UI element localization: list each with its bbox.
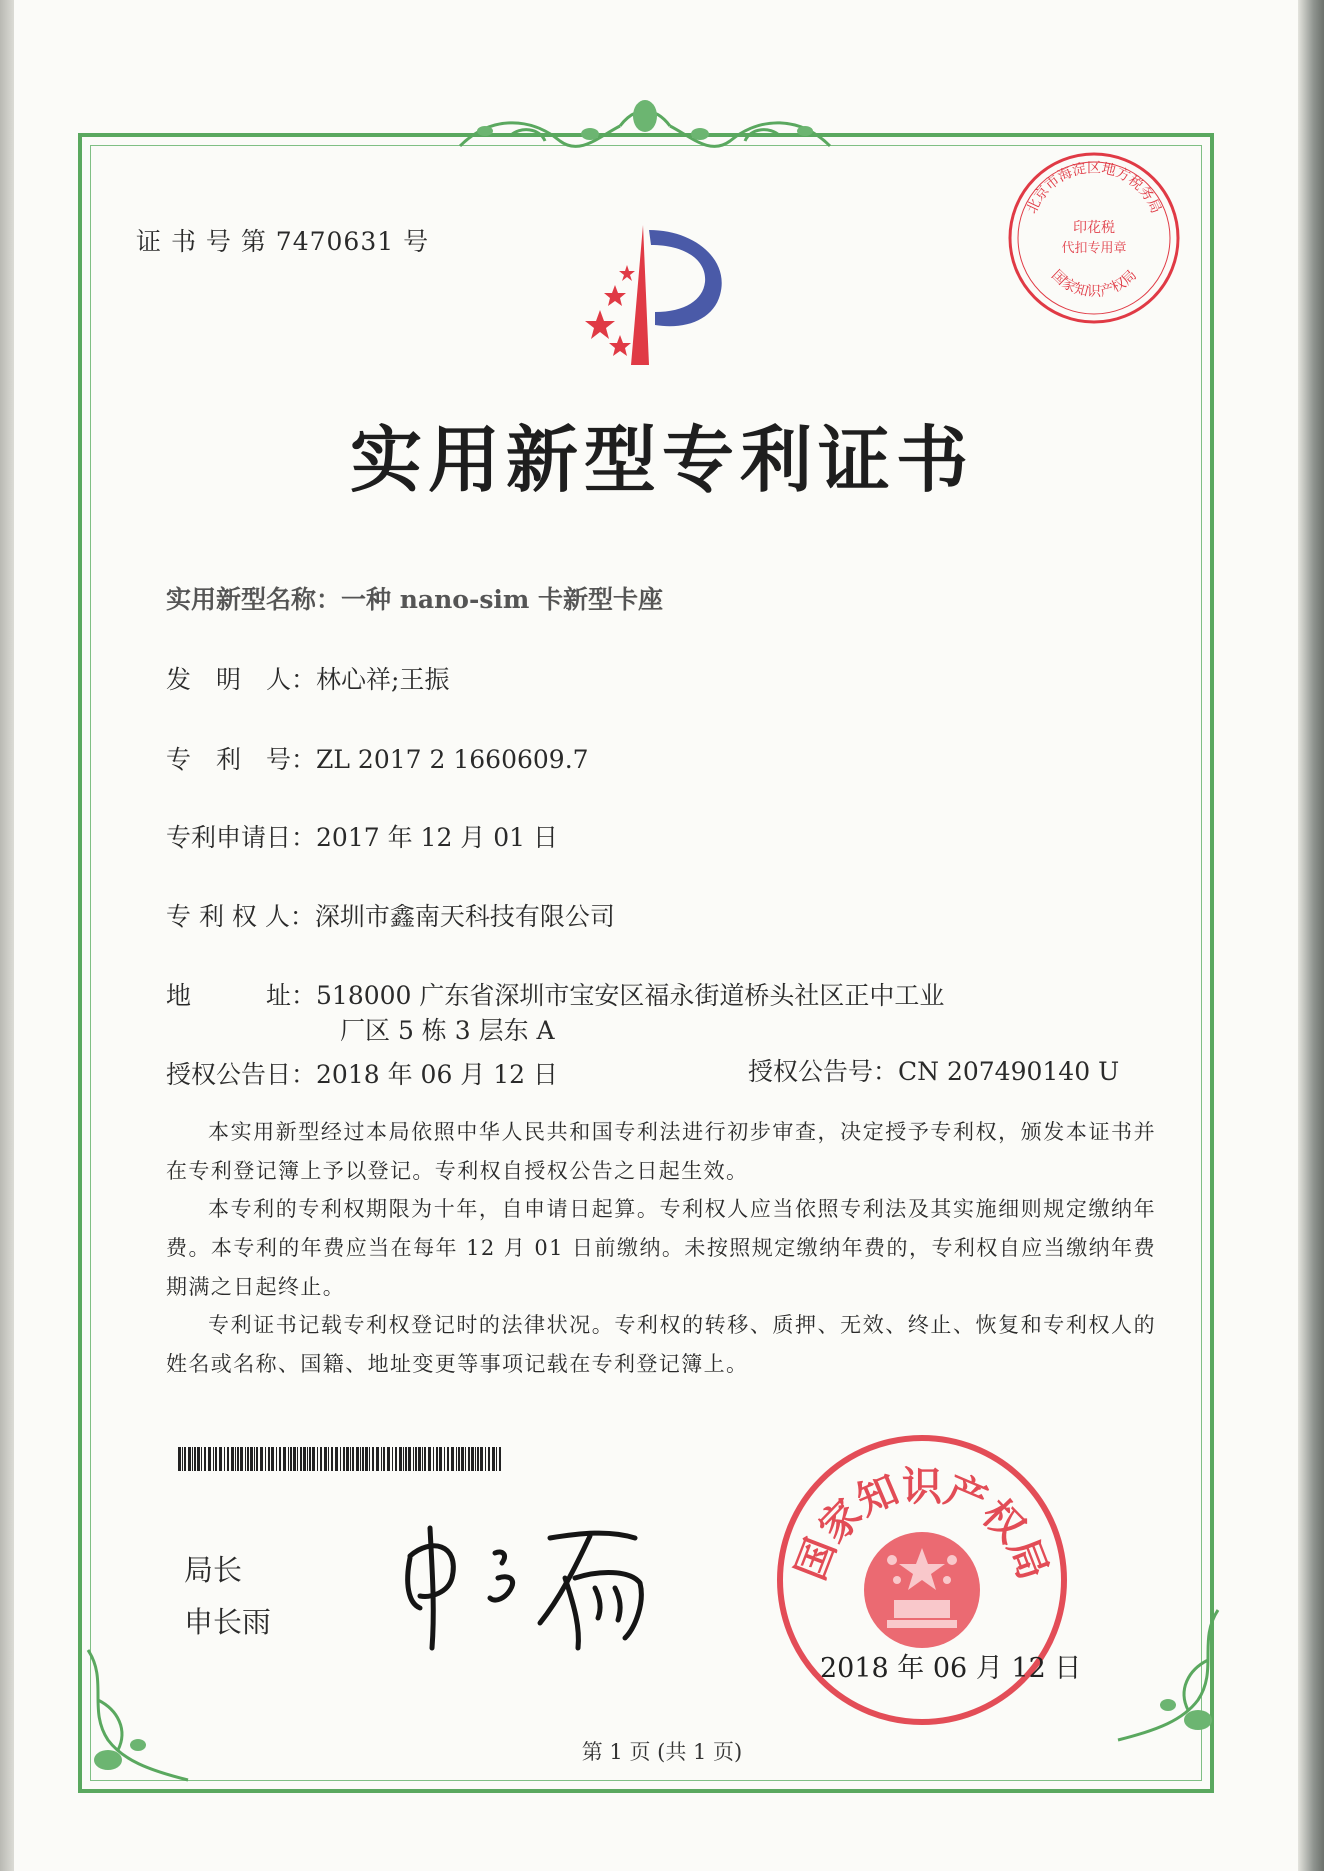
barcode-bar (245, 1447, 246, 1471)
barcode-bar (240, 1447, 243, 1471)
barcode-bar (346, 1447, 349, 1471)
barcode-bar (201, 1447, 202, 1471)
barcode-bar (477, 1447, 479, 1471)
barcode-bar (471, 1447, 474, 1471)
seal-text: 国家知识产权局 (787, 1464, 1057, 1587)
patent-office-seal (772, 1430, 1072, 1730)
barcode-bar (447, 1447, 449, 1471)
patent-number-label: 专 利 号： (166, 745, 317, 774)
barcode-bar (444, 1447, 445, 1471)
barcode-bar (381, 1447, 382, 1471)
barcode-bar (499, 1447, 501, 1471)
barcode-bar (256, 1447, 258, 1471)
seal-date: 2018 年 06 月 12 日 (820, 1653, 1082, 1684)
barcode-bar (465, 1447, 466, 1471)
barcode-bar (387, 1447, 390, 1471)
barcode-bar (480, 1447, 483, 1471)
barcode-bar (235, 1447, 236, 1471)
barcode-bar (439, 1447, 442, 1471)
barcode-bar (213, 1447, 214, 1471)
barcode-bar (485, 1447, 486, 1471)
barcode-bar (293, 1447, 296, 1471)
barcode-bar (303, 1447, 306, 1471)
application-date-label: 专利申请日： (166, 823, 317, 852)
barcode-bar (260, 1447, 263, 1471)
patent-number-row (166, 740, 589, 776)
patent-office-emblem (545, 220, 745, 370)
barcode-bar (496, 1447, 497, 1471)
barcode-bar (433, 1447, 434, 1471)
barcode-bar (276, 1447, 277, 1471)
barcode-bar (428, 1447, 431, 1471)
barcode-bar (362, 1447, 364, 1471)
barcode-bar (451, 1447, 454, 1471)
barcode-bar (492, 1447, 495, 1471)
barcode-bar (422, 1447, 423, 1471)
barcode-bar (288, 1447, 289, 1471)
barcode-bar (224, 1447, 225, 1471)
stamp-duty-seal-center1: 印花税 (1073, 220, 1115, 236)
barcode-bar (408, 1447, 411, 1471)
grant-date-value: 2018 年 06 月 12 日 (316, 1060, 558, 1089)
barcode-bar (376, 1447, 379, 1471)
grant-notice-number-label: 授权公告号： (748, 1057, 899, 1086)
stamp-duty-seal-center2: 代扣专用章 (1061, 241, 1127, 256)
application-date-row (166, 818, 558, 854)
bottom-right-floral-ornament (1108, 1600, 1228, 1750)
barcode-bar (415, 1447, 417, 1471)
bottom-left-floral-ornament (78, 1640, 198, 1790)
stamp-duty-seal-bottom: 国家知识产权局 (1048, 267, 1140, 301)
barcode-bar (468, 1447, 470, 1471)
barcode-bar (231, 1447, 234, 1471)
stamp-duty-seal (1006, 150, 1182, 326)
barcode-bar (324, 1447, 327, 1471)
barcode-bar (215, 1447, 217, 1471)
patentee-label: 专 利 权 人： (166, 902, 315, 931)
patentee-row (166, 897, 615, 933)
barcode-bar (290, 1447, 292, 1471)
barcode-bar (283, 1447, 286, 1471)
grant-date-row (166, 1055, 558, 1091)
barcode-bar (268, 1447, 270, 1471)
paragraph-legal-status: 专利证书记载专利权登记时的法律状况。专利权的转移、质押、无效、终止、恢复和专利权人的姓名或名称、国籍、地址变更等事项记载在专利登记簿上。 (166, 1313, 1156, 1376)
barcode-bar (356, 1447, 359, 1471)
barcode-bar (184, 1447, 186, 1471)
barcode-bar (178, 1447, 181, 1471)
barcode-bar (335, 1447, 338, 1471)
barcode-bar (395, 1447, 397, 1471)
barcode-bar (309, 1447, 311, 1471)
top-floral-ornament (450, 96, 840, 162)
inventor-label: 发 明 人： (166, 665, 317, 694)
patentee-value: 深圳市鑫南天科技有限公司 (314, 902, 615, 931)
barcode-bar (237, 1447, 239, 1471)
barcode-bar (182, 1447, 183, 1471)
barcode-bar (405, 1447, 407, 1471)
barcode-bar (360, 1447, 361, 1471)
grant-notice-number (748, 1052, 1119, 1088)
director-title: 局长 (184, 1553, 243, 1587)
barcode-bar (436, 1447, 438, 1471)
barcode-bar (279, 1447, 281, 1471)
grant-notice-number-value: CN 207490140 U (898, 1057, 1120, 1086)
barcode-bar (300, 1447, 302, 1471)
barcode-bar (192, 1447, 193, 1471)
barcode-bar (320, 1447, 322, 1471)
barcode-bar (488, 1447, 490, 1471)
barcode-bar (475, 1447, 476, 1471)
inventor-row (166, 660, 449, 696)
barcode-bar (194, 1447, 196, 1471)
address-row (166, 976, 944, 1012)
barcode-bar (365, 1447, 368, 1471)
barcode-bar (461, 1447, 464, 1471)
director-name: 申长雨 (184, 1605, 272, 1639)
barcode-bar (197, 1447, 200, 1471)
barcode-bar (312, 1447, 315, 1471)
director-signature (390, 1508, 670, 1658)
barcode-bar (350, 1447, 351, 1471)
barcode-bar (331, 1447, 333, 1471)
barcode-bar (204, 1447, 206, 1471)
barcode-bar (328, 1447, 329, 1471)
barcode-bar (317, 1447, 318, 1471)
barcode-bar (352, 1447, 354, 1471)
barcode-bar (188, 1447, 191, 1471)
barcode-bar (247, 1447, 249, 1471)
certificate-number: 证 书 号 第 7470631 号 (136, 227, 430, 256)
barcode-bar (399, 1447, 402, 1471)
page-edge-shadow (1298, 0, 1324, 1871)
barcode-bar (383, 1447, 385, 1471)
barcode-bar (458, 1447, 460, 1471)
address-value-line1: 518000 广东省深圳市宝安区福永街道桥头社区正中工业 (316, 981, 945, 1010)
stamp-duty-seal-ring: 北京市海淀区地方税务局 (1024, 160, 1164, 217)
barcode-bar (265, 1447, 266, 1471)
barcode-bar (297, 1447, 298, 1471)
barcode-bar (392, 1447, 393, 1471)
barcode-bar (343, 1447, 345, 1471)
barcode-bar (372, 1447, 374, 1471)
address-value-line2: 厂区 5 栋 3 层东 A (340, 1016, 555, 1045)
page-number-footer: 第 1 页 (共 1 页) (581, 1740, 743, 1764)
barcode-bar (250, 1447, 253, 1471)
barcode-bar (340, 1447, 341, 1471)
paragraph-term-fees: 本专利的专利权期限为十年，自申请日起算。专利权人应当依照专利法及其实施细则规定缴纳年费。本专利的年费应当在每年 12 月 01 日前缴纳。未按照规定缴纳年费的，专利权自应当缴纳年费期满之日起终止。 (166, 1197, 1156, 1299)
barcode-bar (418, 1447, 421, 1471)
svg-text:国家知识产权局 (1048, 267, 1140, 300)
barcode-bar (208, 1447, 211, 1471)
barcode-bar (369, 1447, 370, 1471)
barcode-bar (254, 1447, 255, 1471)
utility-model-name-row (166, 580, 663, 616)
utility-model-name-value: 一种 nano-sim 卡新型卡座 (341, 585, 664, 614)
barcode-bar (307, 1447, 308, 1471)
inventor-value: 林心祥;王振 (316, 665, 450, 694)
barcode-bar (424, 1447, 426, 1471)
certificate-title: 实用新型专利证书 (349, 417, 974, 502)
grant-date-label: 授权公告日： (166, 1060, 317, 1089)
barcode-bar (219, 1447, 222, 1471)
barcode-bar (227, 1447, 229, 1471)
address-label: 地 址： (166, 981, 317, 1010)
paragraph-examination: 本实用新型经过本局依照中华人民共和国专利法进行初步审查，决定授予专利权，颁发本证书并在专利登记簿上予以登记。专利权自授权公告之日起生效。 (166, 1120, 1156, 1183)
barcode-bar (403, 1447, 404, 1471)
barcode-bar (271, 1447, 274, 1471)
patent-number-value: ZL 2017 2 1660609.7 (316, 745, 589, 774)
utility-model-name-label: 实用新型名称： (166, 585, 342, 614)
application-date-value: 2017 年 12 月 01 日 (316, 823, 558, 852)
barcode-bar (413, 1447, 414, 1471)
barcode-bar (456, 1447, 457, 1471)
barcode (178, 1447, 503, 1471)
